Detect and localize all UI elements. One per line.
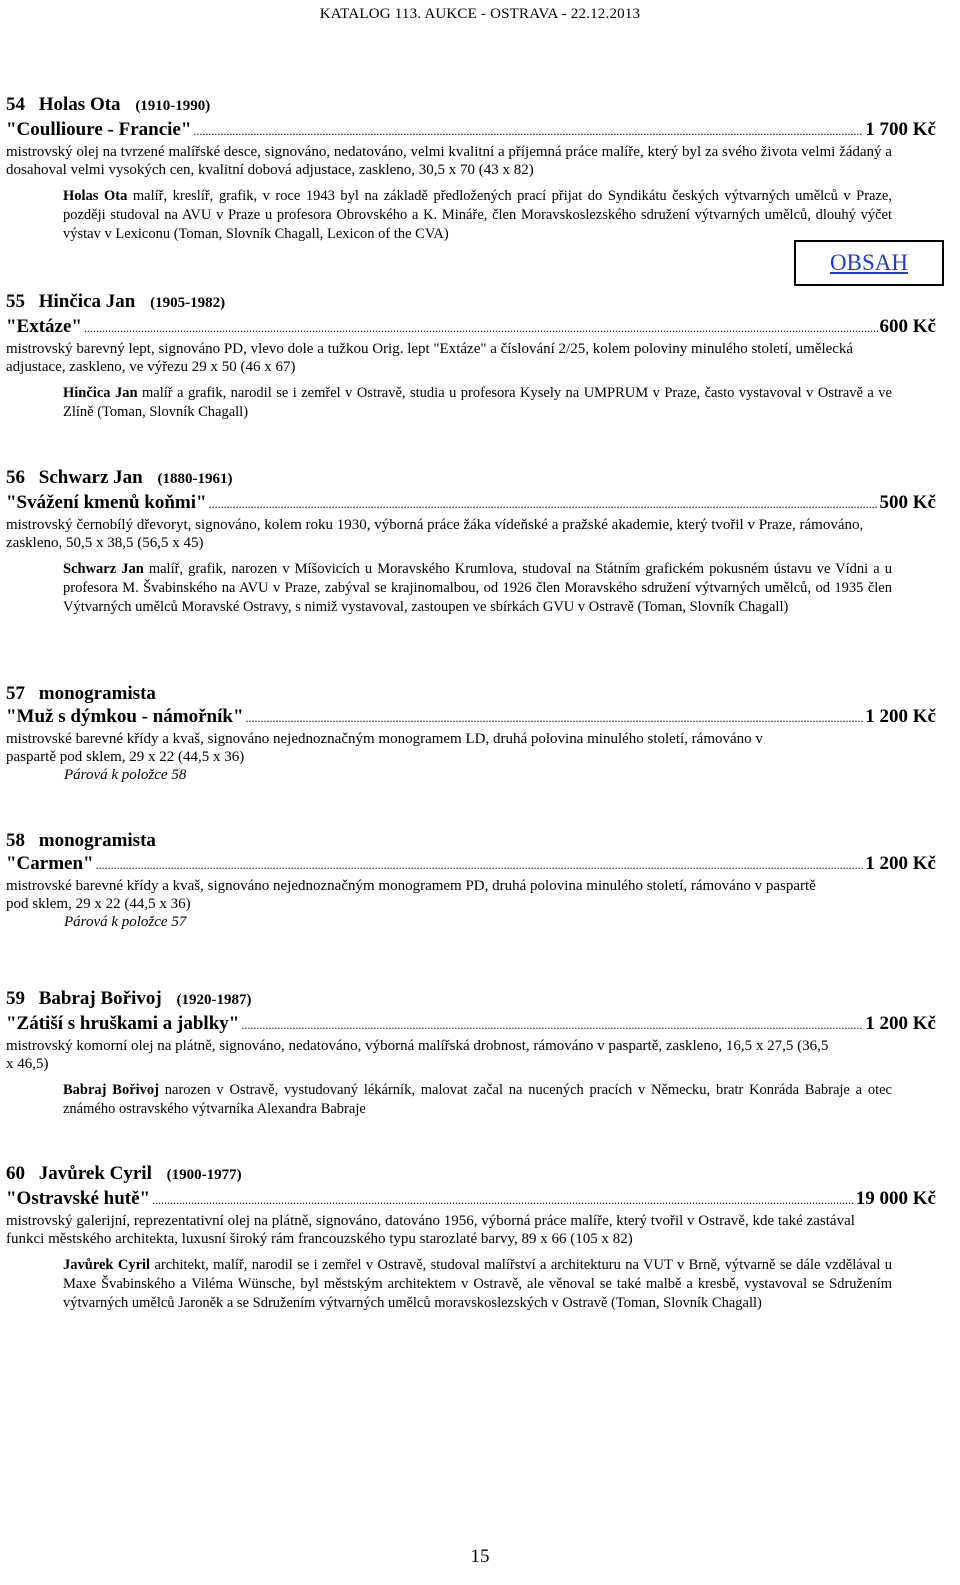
bio-text: narozen v Ostravě, vystudovaný lékárník, malovat začal na nucených pracích v Německu, bratr Konráda Babraje a otec známého ostravského výtvarníka Alexandra Babraje xyxy=(63,1082,892,1117)
item-title: "Ostravské hutě" xyxy=(6,1188,151,1209)
item-price: 1 700 Kč xyxy=(865,119,936,140)
item-bio xyxy=(63,187,892,244)
item-title: "Extáze" xyxy=(6,316,82,337)
item-number: 58 xyxy=(6,830,25,851)
item-title-row xyxy=(6,1187,936,1212)
item-author: monogramista xyxy=(38,830,156,851)
bio-text: malíř a grafik, narodil se i zemřel v Ostravě, studia u profesora Kysely na UMPRUM v Praze, často vystavoval v Ostravě a ve Zlíně (Toman, Slovník Chagall) xyxy=(63,385,892,420)
item-title: "Muž s dýmkou - námořník" xyxy=(6,706,244,727)
item-dates: (1880-1961) xyxy=(157,471,233,487)
bio-text: malíř, grafik, narozen v Míšovicích u Moravského Krumlova, studoval na Státním grafickém pokusném ústavu ve Vídni a u profesora M. Švabinského na AVU v Praze, zabýval se krajinomalbou, od 1926 člen Moravského sdružení výtvarných umělců, od 1935 člen Výtvarných umělců Moravské Ostravy, s nimiž vystavoval, zastoupen ve sbírkách GVU v Ostravě (Toman, Slovník Chagall) xyxy=(63,561,892,615)
item-description: mistrovský olej na tvrzené malířské desce, signováno, nedatováno, velmi kvalitní a příjemná práce malíře, který byl za svého života velmi žádaný a dosahoval velmi vysokých cen, kvalitní dobová adjustace, zaskleno, 30,5 x 70 (43 x 82) xyxy=(6,144,892,178)
item-price: 19 000 Kč xyxy=(855,1188,936,1209)
item-description: mistrovské barevné křídy a kvaš, signováno nejednoznačným monogramem PD, druhá polovina minulého století, rámováno v paspartě pod sklem, 29 x 22 (44,5 x 36) xyxy=(6,878,816,912)
item-heading xyxy=(6,987,936,1012)
leader-dots xyxy=(246,707,864,730)
item-description: mistrovský barevný lept, signováno PD, vlevo dole a tužkou Orig. lept "Extáze" a číslování 2/25, kolem poloviny minulého století, umělecká adjustace, zaskleno, ve výřezu 29 x 50 (46 x 67) xyxy=(6,341,854,375)
catalog-item-54 xyxy=(6,93,936,244)
item-dates: (1905-1982) xyxy=(150,295,226,311)
item-price: 1 200 Kč xyxy=(865,1013,936,1034)
item-title-row xyxy=(6,491,936,516)
item-author: Holas Ota xyxy=(38,94,121,115)
item-note: Párová k položce 57 xyxy=(64,914,187,930)
item-heading xyxy=(6,1162,936,1187)
leader-dots xyxy=(193,120,863,143)
bio-name: Javůrek Cyril xyxy=(63,1257,151,1273)
item-description: mistrovský komorní olej na plátně, signováno, nedatováno, výborná malířská drobnost, rámováno v paspartě, zaskleno, 16,5 x 27,5 (36,5 x 46,5) xyxy=(6,1038,829,1072)
item-price: 600 Kč xyxy=(879,316,936,337)
item-title: "Zátiší s hruškami a jablky" xyxy=(6,1013,240,1034)
item-bio xyxy=(63,384,892,422)
item-dates: (1920-1987) xyxy=(176,992,252,1008)
bio-text: architekt, malíř, narodil se i zemřel v Ostravě, studoval malířství a architekturu na VUT v Brně, výtvarně se dále vzdělával u Maxe Švabinského a Viléma Wünsche, byl městským architektem v Ostravě, ale věnoval se také malbě a kresbě, vystavoval se Sdružením výtvarných umělců Jaroněk a se Sdružením výtvarných umělců moravskoslezských v Ostravě (Toman, Slovník Chagall) xyxy=(63,1257,892,1311)
obsah-link[interactable]: OBSAH xyxy=(794,240,944,286)
item-number: 55 xyxy=(6,291,25,312)
item-author: Javůrek Cyril xyxy=(38,1163,152,1184)
leader-dots xyxy=(209,493,878,516)
item-bio xyxy=(63,1081,892,1119)
item-title: "Carmen" xyxy=(6,853,94,874)
item-dates: (1900-1977) xyxy=(166,1167,242,1183)
leader-dots xyxy=(96,854,864,877)
bio-name: Schwarz Jan xyxy=(63,561,144,577)
item-title: "Coullioure - Francie" xyxy=(6,119,192,140)
catalog-header: KATALOG 113. AUKCE - OSTRAVA - 22.12.2013 xyxy=(319,6,641,22)
item-number: 57 xyxy=(6,683,25,704)
item-description: mistrovské barevné křídy a kvaš, signováno nejednoznačným monogramem LD, druhá polovina minulého století, rámováno v paspartě pod sklem, 29 x 22 (44,5 x 36) xyxy=(6,731,763,765)
item-title-row xyxy=(6,118,936,143)
item-description: mistrovský galerijní, reprezentativní olej na plátně, signováno, datováno 1956, výborná práce malíře, který tvořil v Ostravě, kde také zastával funkci městského architekta, luxusní široký rám francouzského typu starozlaté barvy, 89 x 66 (105 x 82) xyxy=(6,1213,855,1247)
bio-name: Hinčica Jan xyxy=(63,385,138,401)
item-note: Párová k položce 58 xyxy=(64,767,187,783)
item-author: Babraj Bořivoj xyxy=(38,988,162,1009)
leader-dots xyxy=(84,317,878,340)
catalog-item-59 xyxy=(6,987,936,1119)
item-number: 56 xyxy=(6,467,25,488)
item-title-row xyxy=(6,315,936,340)
catalog-item-60 xyxy=(6,1162,936,1313)
item-title-row xyxy=(6,1012,936,1037)
item-author: Schwarz Jan xyxy=(38,467,143,488)
item-number: 60 xyxy=(6,1163,25,1184)
bio-name: Babraj Bořivoj xyxy=(63,1082,159,1098)
item-title: "Svážení kmenů koňmi" xyxy=(6,492,207,513)
item-heading xyxy=(6,829,936,852)
item-price: 1 200 Kč xyxy=(865,853,936,874)
item-description: mistrovský černobílý dřevoryt, signováno, kolem roku 1930, výborná práce žáka vídeňské a pražské akademie, který tvořil v Praze, rámováno, zaskleno, 50,5 x 38,5 (56,5 x 45) xyxy=(6,517,864,551)
item-bio xyxy=(63,1256,892,1313)
item-dates: (1910-1990) xyxy=(135,98,211,114)
catalog-item-57 xyxy=(6,682,936,784)
catalog-item-56 xyxy=(6,466,936,617)
leader-dots xyxy=(152,1189,854,1212)
leader-dots xyxy=(241,1014,863,1037)
item-number: 54 xyxy=(6,94,25,115)
item-heading xyxy=(6,290,936,315)
item-price: 1 200 Kč xyxy=(865,706,936,727)
item-heading xyxy=(6,93,936,118)
catalog-item-58 xyxy=(6,829,936,931)
bio-text: malíř, kreslíř, grafik, v roce 1943 byl na základě předložených prací přijat do Syndikátu českých výtvarných umělců v Praze, později studoval na AVU v Praze u profesora Obrovského a K. Mináře, člen Moravskoslezského sdružení výtvarných umělců, dlouhý výčet výstav v Lexiconu (Toman, Slovník Chagall, Lexicon of the CVA) xyxy=(63,188,892,242)
bio-name: Holas Ota xyxy=(63,188,128,204)
item-author: Hinčica Jan xyxy=(38,291,136,312)
item-title-row xyxy=(6,852,936,877)
item-heading xyxy=(6,682,936,705)
item-bio xyxy=(63,560,892,617)
item-number: 59 xyxy=(6,988,25,1009)
item-author: monogramista xyxy=(38,683,156,704)
catalog-item-55 xyxy=(6,290,936,422)
item-title-row xyxy=(6,705,936,730)
item-heading xyxy=(6,466,936,491)
page-number: 15 xyxy=(470,1546,490,1567)
item-price: 500 Kč xyxy=(879,492,936,513)
